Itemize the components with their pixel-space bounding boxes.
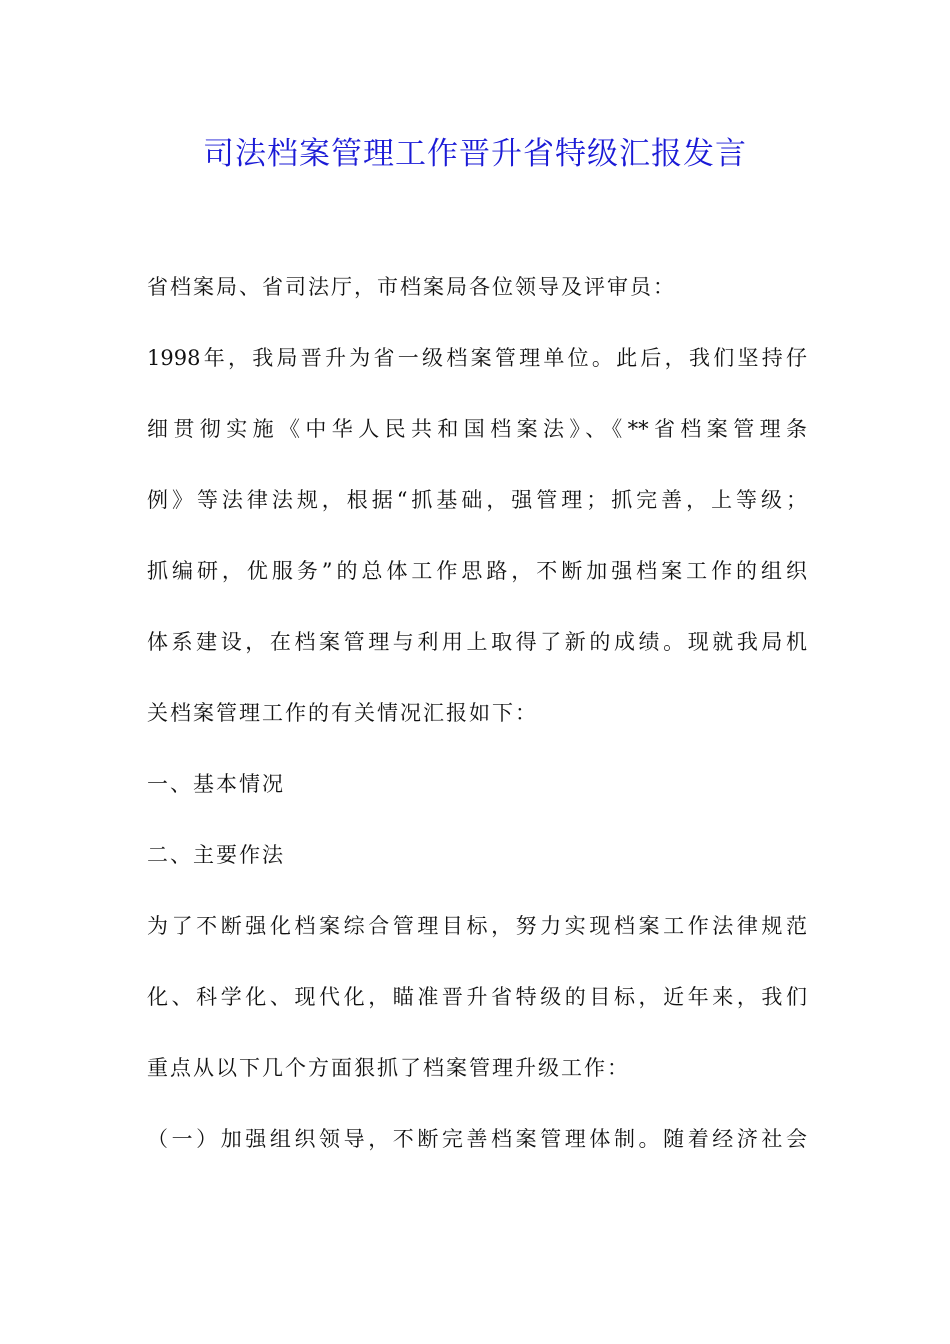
body-line-text: 省档案局、省司法厅，市档案局各位领导及评审员： <box>147 275 676 299</box>
body-line-text: 细贯彻实施《中华人民共和国档案法》、《**省档案管理条 <box>147 417 807 441</box>
section-heading-text: 二、主要作法 <box>147 843 285 867</box>
body-line-text: 关档案管理工作的有关情况汇报如下： <box>147 701 538 725</box>
body-line <box>147 264 807 335</box>
body-line <box>147 974 807 1045</box>
body-line-text: 1998年，我局晋升为省一级档案管理单位。此后，我们坚持仔 <box>147 346 807 370</box>
body-line-text: （一）加强组织领导，不断完善档案管理体制。随着经济社会 <box>147 1127 807 1151</box>
document-title: 司法档案管理工作晋升省特级汇报发言 <box>203 136 747 172</box>
section-heading-text: 一、基本情况 <box>147 772 285 796</box>
body-line-text: 体系建设，在档案管理与利用上取得了新的成绩。现就我局机 <box>147 630 807 654</box>
body-line-text: 抓编研，优服务”的总体工作思路，不断加强档案工作的组织 <box>147 559 807 583</box>
body-line <box>147 548 807 619</box>
body-line <box>147 335 807 406</box>
body-line <box>147 903 807 974</box>
section-heading <box>147 832 807 903</box>
body-line-text: 例》等法律法规，根据“抓基础，强管理；抓完善，上等级； <box>147 488 807 512</box>
body-line <box>147 1045 807 1116</box>
body-line <box>147 619 807 690</box>
body-line-text: 为了不断强化档案综合管理目标，努力实现档案工作法律规范 <box>147 914 807 938</box>
body-line <box>147 406 807 477</box>
body-line <box>147 477 807 548</box>
body-line-text: 化、科学化、现代化，瞄准晋升省特级的目标，近年来，我们 <box>147 985 807 1009</box>
body-line-text: 重点从以下几个方面狠抓了档案管理升级工作： <box>147 1056 630 1080</box>
body-line <box>147 690 807 761</box>
document-body <box>147 264 807 1187</box>
section-heading <box>147 761 807 832</box>
body-line <box>147 1116 807 1187</box>
